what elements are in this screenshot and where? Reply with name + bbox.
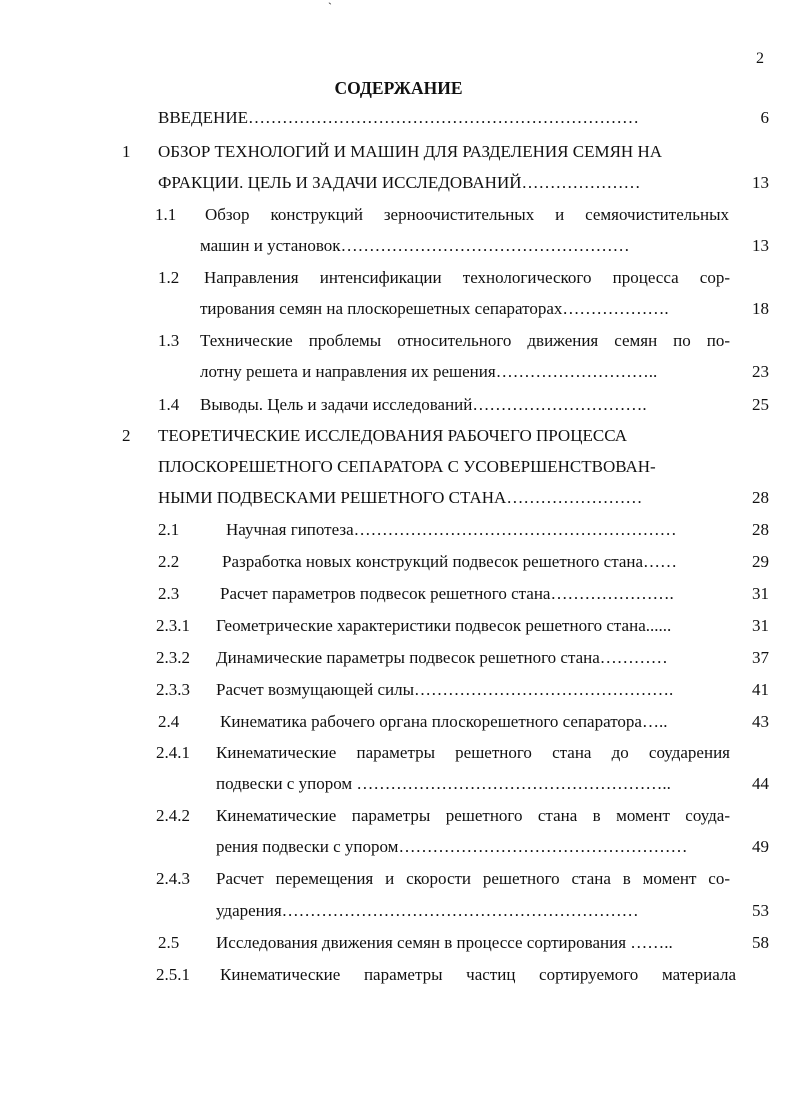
toc-entry-text: Технические проблемы относительного движения семян по по- [200, 331, 730, 350]
toc-entry-page: 41 [752, 680, 769, 699]
toc-entry-number: 2.3.3 [156, 680, 190, 699]
toc-entry-page: 28 [752, 520, 769, 539]
toc-entry-text: Выводы. Цель и задачи исследований…………………………. [200, 395, 647, 414]
toc-entry-page: 18 [752, 299, 769, 318]
toc-entry-page: 28 [752, 488, 769, 507]
toc-entry-page: 31 [752, 616, 769, 635]
toc-entry-number: 1 [122, 142, 131, 161]
toc-entry-text: Разработка новых конструкций подвесок решетного стана…… [222, 552, 678, 571]
toc-entry-text: Кинематические параметры решетного стана в момент соуда- [216, 806, 730, 825]
toc-entry-text: рения подвески с упором…………………………………………… [216, 837, 688, 856]
toc-entry-page: 53 [752, 901, 769, 920]
toc-entry-number: 1.3 [158, 331, 180, 350]
page-title: СОДЕРЖАНИЕ [334, 78, 463, 98]
toc-entry-number: 1.4 [158, 395, 180, 414]
toc-entry-text: Обзор конструкций зерноочистительных и семяочистительных [205, 205, 729, 224]
toc-entry-text: лотну решета и направления их решения……………………….. [200, 362, 658, 381]
toc-entry-text: Расчет возмущающей силы………………………………………. [216, 680, 674, 699]
toc-entry-text: Исследования движения семян в процессе сортирования …….. [216, 933, 673, 952]
toc-entry-text: машин и установок…………………………………………… [200, 236, 630, 255]
toc-entry-page: 29 [752, 552, 769, 571]
toc-entry-number: 2.3.2 [156, 648, 190, 667]
toc-entry-number: 2.4 [158, 712, 180, 731]
toc-entry-text: НЫМИ ПОДВЕСКАМИ РЕШЕТНОГО СТАНА…………………… [158, 488, 643, 507]
toc-entry-number: 2.5 [158, 933, 180, 952]
toc-entry-text: Кинематические параметры решетного стана до соударения [216, 743, 730, 762]
toc-entry-number: 2.4.3 [156, 869, 190, 888]
stray-mark: ` [328, 0, 332, 14]
toc-entry-page: 13 [752, 236, 769, 255]
toc-entry-page: 37 [752, 648, 769, 667]
toc-entry-page: 13 [752, 173, 769, 192]
toc-entry-text: ударения……………………………………………………… [216, 901, 639, 920]
toc-entry-text: Расчет перемещения и скорости решетного стана в момент со- [216, 869, 730, 888]
toc-entry-text: Расчет параметров подвесок решетного стана…………………. [220, 584, 674, 603]
toc-entry-text: ОБЗОР ТЕХНОЛОГИЙ И МАШИН ДЛЯ РАЗДЕЛЕНИЯ СЕМЯН НА [158, 142, 662, 161]
toc-entry-text: ПЛОСКОРЕШЕТНОГО СЕПАРАТОРА С УСОВЕРШЕНСТВОВАН- [158, 457, 656, 476]
toc-entry-number: 1.2 [158, 268, 180, 287]
toc-entry-number: 2 [122, 426, 131, 445]
toc-entry-number: 2.2 [158, 552, 180, 571]
toc-entry-page: 43 [752, 712, 769, 731]
toc-entry-number: 2.4.1 [156, 743, 190, 762]
toc-entry-number: 2.1 [158, 520, 180, 539]
toc-entry-text: ФРАКЦИИ. ЦЕЛЬ И ЗАДАЧИ ИССЛЕДОВАНИЙ………………… [158, 173, 641, 192]
toc-entry-page: 6 [760, 108, 769, 127]
toc-entry-number: 2.3.1 [156, 616, 190, 635]
toc-entry-page: 49 [752, 837, 769, 856]
toc-entry-number: 2.3 [158, 584, 180, 603]
toc-entry-page: 58 [752, 933, 769, 952]
toc-entry-text: подвески с упором ……………………………………………….. [216, 774, 671, 793]
toc-entry-page: 25 [752, 395, 769, 414]
toc-entry-number: 2.4.2 [156, 806, 190, 825]
toc-entry-text: тирования семян на плоскорешетных сепараторах………………. [200, 299, 669, 318]
toc-entry-text: Геометрические характеристики подвесок решетного стана...... [216, 616, 672, 635]
toc-entry-text: ВВЕДЕНИЕ…………………………………………………………… [158, 108, 639, 127]
toc-entry-text: Научная гипотеза………………………………………………… [226, 520, 677, 539]
toc-entry-text: Направления интенсификации технологического процесса сор- [204, 268, 730, 287]
toc-entry-text: Кинематические параметры частиц сортируемого материала [220, 965, 736, 984]
toc-entry-number: 1.1 [155, 205, 177, 224]
toc-entry-page: 44 [752, 774, 769, 793]
toc-entry-text: Кинематика рабочего органа плоскорешетного сепаратора….. [220, 712, 668, 731]
toc-entry-page: 31 [752, 584, 769, 603]
toc-entry-text: Динамические параметры подвесок решетного стана………… [216, 648, 668, 667]
toc-entry-number: 2.5.1 [156, 965, 190, 984]
toc-entry-text: ТЕОРЕТИЧЕСКИЕ ИССЛЕДОВАНИЯ РАБОЧЕГО ПРОЦЕССА [158, 426, 627, 445]
page-number: 2 [756, 50, 764, 67]
toc-entry-page: 23 [752, 362, 769, 381]
